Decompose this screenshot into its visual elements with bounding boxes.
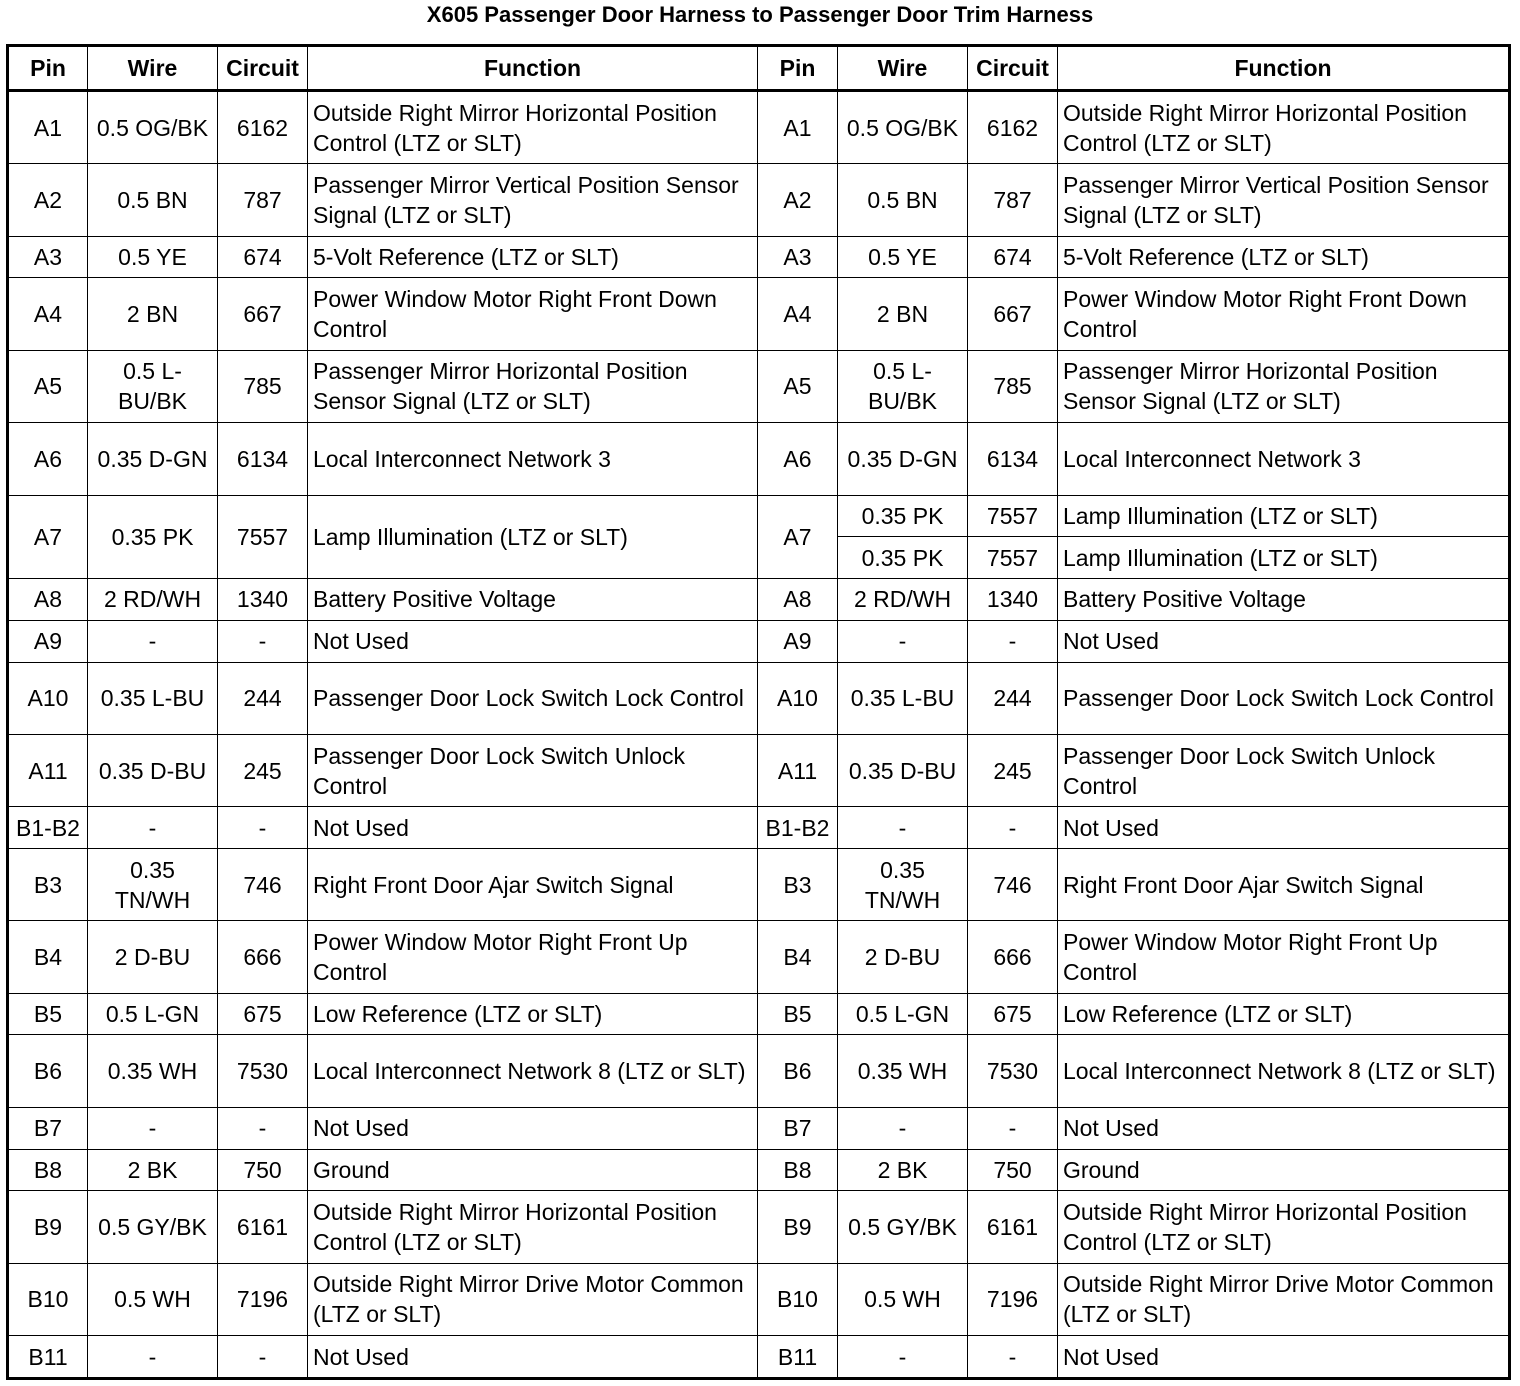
circuit-cell: 666 bbox=[218, 921, 308, 993]
pin-cell: A3 bbox=[758, 236, 838, 278]
pin-cell: B5 bbox=[758, 993, 838, 1035]
table-row bbox=[8, 1107, 1510, 1149]
circuit-cell: 667 bbox=[218, 278, 308, 350]
pin-cell: B4 bbox=[758, 921, 838, 993]
wire-cell: 0.5 L-BU/BK bbox=[88, 350, 218, 422]
table-row bbox=[8, 734, 1510, 806]
circuit-cell: - bbox=[218, 1336, 308, 1379]
function-cell: Right Front Door Ajar Switch Signal bbox=[308, 849, 758, 921]
wire-cell: 2 RD/WH bbox=[838, 579, 968, 621]
circuit-cell: 7557 bbox=[218, 495, 308, 579]
pin-cell: B8 bbox=[8, 1149, 88, 1191]
pin-cell: B9 bbox=[758, 1191, 838, 1263]
table-row bbox=[8, 350, 1510, 422]
table-row bbox=[8, 1035, 1510, 1107]
circuit-cell: 785 bbox=[218, 350, 308, 422]
wire-cell: 0.35 L-BU bbox=[88, 662, 218, 734]
function-cell: Lamp Illumination (LTZ or SLT) bbox=[308, 495, 758, 579]
circuit-cell: 6162 bbox=[968, 91, 1058, 164]
circuit-cell: - bbox=[968, 807, 1058, 849]
function-cell: Local Interconnect Network 3 bbox=[308, 423, 758, 495]
wire-cell: 0.35 D-GN bbox=[88, 423, 218, 495]
header-wire: Wire bbox=[88, 46, 218, 91]
pin-cell: B10 bbox=[758, 1263, 838, 1335]
wire-cell: - bbox=[88, 807, 218, 849]
pin-cell: A9 bbox=[758, 620, 838, 662]
function-cell: Battery Positive Voltage bbox=[308, 579, 758, 621]
table-row bbox=[8, 1336, 1510, 1379]
function-cell: Local Interconnect Network 8 (LTZ or SLT) bbox=[1058, 1035, 1510, 1107]
wire-cell: - bbox=[88, 620, 218, 662]
circuit-cell: 6162 bbox=[218, 91, 308, 164]
function-cell: Not Used bbox=[308, 1107, 758, 1149]
pin-cell: B5 bbox=[8, 993, 88, 1035]
function-cell: Low Reference (LTZ or SLT) bbox=[1058, 993, 1510, 1035]
wire-cell: 2 RD/WH bbox=[88, 579, 218, 621]
pin-cell: B3 bbox=[758, 849, 838, 921]
function-cell: Outside Right Mirror Horizontal Position Control (LTZ or SLT) bbox=[308, 91, 758, 164]
function-cell: Not Used bbox=[308, 807, 758, 849]
circuit-cell: 7196 bbox=[968, 1263, 1058, 1335]
wire-cell: - bbox=[838, 807, 968, 849]
function-cell: Power Window Motor Right Front Down Control bbox=[1058, 278, 1510, 350]
circuit-cell: - bbox=[968, 620, 1058, 662]
wire-cell: 2 BN bbox=[88, 278, 218, 350]
wire-cell: 0.35 TN/WH bbox=[838, 849, 968, 921]
wire-cell: 0.35 D-GN bbox=[838, 423, 968, 495]
pin-cell: B9 bbox=[8, 1191, 88, 1263]
circuit-cell: 1340 bbox=[968, 579, 1058, 621]
table-row bbox=[8, 993, 1510, 1035]
pin-cell: A4 bbox=[8, 278, 88, 350]
function-cell: Power Window Motor Right Front Up Control bbox=[308, 921, 758, 993]
wire-cell: - bbox=[838, 1107, 968, 1149]
function-cell: Passenger Mirror Horizontal Position Sensor Signal (LTZ or SLT) bbox=[1058, 350, 1510, 422]
pin-cell: B4 bbox=[8, 921, 88, 993]
pin-cell: A10 bbox=[758, 662, 838, 734]
circuit-cell: 785 bbox=[968, 350, 1058, 422]
circuit-cell: - bbox=[218, 807, 308, 849]
circuit-cell: 244 bbox=[968, 662, 1058, 734]
pin-cell: A6 bbox=[8, 423, 88, 495]
wire-cell: 0.35 PK bbox=[838, 537, 968, 579]
header-function: Function bbox=[1058, 46, 1510, 91]
function-cell: Lamp Illumination (LTZ or SLT) bbox=[1058, 495, 1510, 537]
circuit-cell: 1340 bbox=[218, 579, 308, 621]
function-cell: Ground bbox=[1058, 1149, 1510, 1191]
wire-cell: 0.5 OG/BK bbox=[838, 91, 968, 164]
circuit-cell: 245 bbox=[968, 734, 1058, 806]
wire-cell: 0.5 L-GN bbox=[838, 993, 968, 1035]
table-row bbox=[8, 662, 1510, 734]
circuit-cell: 674 bbox=[968, 236, 1058, 278]
function-cell: Low Reference (LTZ or SLT) bbox=[308, 993, 758, 1035]
pin-cell: B10 bbox=[8, 1263, 88, 1335]
circuit-cell: 667 bbox=[968, 278, 1058, 350]
circuit-cell: 750 bbox=[968, 1149, 1058, 1191]
table-row bbox=[8, 236, 1510, 278]
pin-cell: A3 bbox=[8, 236, 88, 278]
circuit-cell: 787 bbox=[218, 164, 308, 236]
function-cell: Outside Right Mirror Horizontal Position Control (LTZ or SLT) bbox=[1058, 91, 1510, 164]
function-cell: Not Used bbox=[1058, 807, 1510, 849]
circuit-cell: 675 bbox=[218, 993, 308, 1035]
header-wire: Wire bbox=[838, 46, 968, 91]
function-cell: Power Window Motor Right Front Up Control bbox=[1058, 921, 1510, 993]
table-row bbox=[8, 1149, 1510, 1191]
function-cell: Passenger Mirror Vertical Position Sensor Signal (LTZ or SLT) bbox=[308, 164, 758, 236]
page-title: X605 Passenger Door Harness to Passenger Door Trim Harness bbox=[426, 2, 1094, 27]
circuit-cell: 244 bbox=[218, 662, 308, 734]
function-cell: Passenger Door Lock Switch Unlock Control bbox=[1058, 734, 1510, 806]
circuit-cell: 787 bbox=[968, 164, 1058, 236]
function-cell: Passenger Door Lock Switch Unlock Control bbox=[308, 734, 758, 806]
function-cell: Local Interconnect Network 8 (LTZ or SLT) bbox=[308, 1035, 758, 1107]
pin-cell: A8 bbox=[758, 579, 838, 621]
circuit-cell: 7530 bbox=[218, 1035, 308, 1107]
pin-cell: A2 bbox=[758, 164, 838, 236]
circuit-cell: 6134 bbox=[218, 423, 308, 495]
wire-cell: 0.35 TN/WH bbox=[88, 849, 218, 921]
pin-cell: A7 bbox=[758, 495, 838, 579]
function-cell: Power Window Motor Right Front Down Control bbox=[308, 278, 758, 350]
circuit-cell: 6134 bbox=[968, 423, 1058, 495]
pin-cell: B7 bbox=[8, 1107, 88, 1149]
table-row bbox=[8, 1263, 1510, 1335]
table-row bbox=[8, 620, 1510, 662]
pin-cell: A4 bbox=[758, 278, 838, 350]
table-row bbox=[8, 1191, 1510, 1263]
function-cell: Outside Right Mirror Drive Motor Common (LTZ or SLT) bbox=[1058, 1263, 1510, 1335]
table-row bbox=[8, 91, 1510, 164]
circuit-cell: 674 bbox=[218, 236, 308, 278]
pin-cell: B1-B2 bbox=[8, 807, 88, 849]
wire-cell: 0.5 YE bbox=[838, 236, 968, 278]
function-cell: Local Interconnect Network 3 bbox=[1058, 423, 1510, 495]
pin-cell: B3 bbox=[8, 849, 88, 921]
pin-cell: A10 bbox=[8, 662, 88, 734]
circuit-cell: 7530 bbox=[968, 1035, 1058, 1107]
function-cell: Not Used bbox=[308, 1336, 758, 1379]
circuit-cell: - bbox=[968, 1336, 1058, 1379]
function-cell: Not Used bbox=[1058, 1336, 1510, 1379]
wire-cell: 0.5 WH bbox=[838, 1263, 968, 1335]
wire-cell: 0.5 WH bbox=[88, 1263, 218, 1335]
wire-cell: 0.35 L-BU bbox=[838, 662, 968, 734]
table-row bbox=[8, 423, 1510, 495]
wire-cell: 0.35 D-BU bbox=[838, 734, 968, 806]
wire-cell: 0.5 YE bbox=[88, 236, 218, 278]
pin-cell: B11 bbox=[8, 1336, 88, 1379]
wire-cell: 0.5 GY/BK bbox=[838, 1191, 968, 1263]
table-row bbox=[8, 495, 1510, 537]
pin-cell: A6 bbox=[758, 423, 838, 495]
pin-cell: A1 bbox=[8, 91, 88, 164]
function-cell: Not Used bbox=[308, 620, 758, 662]
wire-cell: 0.35 WH bbox=[838, 1035, 968, 1107]
circuit-cell: 6161 bbox=[218, 1191, 308, 1263]
wire-cell: 0.5 L-BU/BK bbox=[838, 350, 968, 422]
wire-cell: 0.5 OG/BK bbox=[88, 91, 218, 164]
function-cell: Passenger Door Lock Switch Lock Control bbox=[1058, 662, 1510, 734]
function-cell: 5-Volt Reference (LTZ or SLT) bbox=[308, 236, 758, 278]
circuit-cell: 7557 bbox=[968, 495, 1058, 537]
pin-cell: B1-B2 bbox=[758, 807, 838, 849]
function-cell: 5-Volt Reference (LTZ or SLT) bbox=[1058, 236, 1510, 278]
wire-cell: 0.5 L-GN bbox=[88, 993, 218, 1035]
circuit-cell: 7557 bbox=[968, 537, 1058, 579]
function-cell: Passenger Mirror Vertical Position Sensor Signal (LTZ or SLT) bbox=[1058, 164, 1510, 236]
circuit-cell: 6161 bbox=[968, 1191, 1058, 1263]
circuit-cell: - bbox=[218, 1107, 308, 1149]
wire-cell: - bbox=[88, 1107, 218, 1149]
function-cell: Outside Right Mirror Horizontal Position Control (LTZ or SLT) bbox=[308, 1191, 758, 1263]
wire-cell: 2 D-BU bbox=[838, 921, 968, 993]
header-circuit: Circuit bbox=[218, 46, 308, 91]
pin-cell: B6 bbox=[8, 1035, 88, 1107]
function-cell: Ground bbox=[308, 1149, 758, 1191]
function-cell: Passenger Mirror Horizontal Position Sensor Signal (LTZ or SLT) bbox=[308, 350, 758, 422]
circuit-cell: 746 bbox=[218, 849, 308, 921]
function-cell: Passenger Door Lock Switch Lock Control bbox=[308, 662, 758, 734]
pin-cell: A11 bbox=[8, 734, 88, 806]
function-cell: Outside Right Mirror Drive Motor Common (LTZ or SLT) bbox=[308, 1263, 758, 1335]
pin-cell: A11 bbox=[758, 734, 838, 806]
header-circuit: Circuit bbox=[968, 46, 1058, 91]
pin-cell: B7 bbox=[758, 1107, 838, 1149]
wire-cell: 0.5 BN bbox=[88, 164, 218, 236]
wire-cell: 0.35 PK bbox=[88, 495, 218, 579]
circuit-cell: 7196 bbox=[218, 1263, 308, 1335]
function-cell: Outside Right Mirror Horizontal Position Control (LTZ or SLT) bbox=[1058, 1191, 1510, 1263]
pin-cell: A2 bbox=[8, 164, 88, 236]
wire-cell: 2 BK bbox=[838, 1149, 968, 1191]
function-cell: Right Front Door Ajar Switch Signal bbox=[1058, 849, 1510, 921]
wire-cell: - bbox=[838, 1336, 968, 1379]
pin-cell: A1 bbox=[758, 91, 838, 164]
circuit-cell: 675 bbox=[968, 993, 1058, 1035]
wire-cell: 2 BK bbox=[88, 1149, 218, 1191]
table-row bbox=[8, 849, 1510, 921]
pin-cell: A5 bbox=[8, 350, 88, 422]
table-row bbox=[8, 579, 1510, 621]
function-cell: Battery Positive Voltage bbox=[1058, 579, 1510, 621]
wire-cell: 0.35 PK bbox=[838, 495, 968, 537]
wire-cell: 2 BN bbox=[838, 278, 968, 350]
wire-cell: - bbox=[88, 1336, 218, 1379]
pin-cell: A7 bbox=[8, 495, 88, 579]
header-pin: Pin bbox=[758, 46, 838, 91]
circuit-cell: 245 bbox=[218, 734, 308, 806]
header-row bbox=[8, 46, 1510, 91]
table-row bbox=[8, 164, 1510, 236]
wire-cell: 0.5 GY/BK bbox=[88, 1191, 218, 1263]
table-row bbox=[8, 921, 1510, 993]
function-cell: Not Used bbox=[1058, 1107, 1510, 1149]
wire-cell: 0.35 WH bbox=[88, 1035, 218, 1107]
pin-cell: A9 bbox=[8, 620, 88, 662]
header-function: Function bbox=[308, 46, 758, 91]
circuit-cell: 666 bbox=[968, 921, 1058, 993]
wire-cell: 0.5 BN bbox=[838, 164, 968, 236]
table-row bbox=[8, 278, 1510, 350]
pin-cell: B11 bbox=[758, 1336, 838, 1379]
table-row bbox=[8, 807, 1510, 849]
circuit-cell: 746 bbox=[968, 849, 1058, 921]
circuit-cell: - bbox=[968, 1107, 1058, 1149]
pin-cell: B6 bbox=[758, 1035, 838, 1107]
pin-cell: B8 bbox=[758, 1149, 838, 1191]
pin-cell: A5 bbox=[758, 350, 838, 422]
pin-cell: A8 bbox=[8, 579, 88, 621]
circuit-cell: - bbox=[218, 620, 308, 662]
function-cell: Lamp Illumination (LTZ or SLT) bbox=[1058, 537, 1510, 579]
wire-cell: 0.35 D-BU bbox=[88, 734, 218, 806]
wire-cell: 2 D-BU bbox=[88, 921, 218, 993]
header-pin: Pin bbox=[8, 46, 88, 91]
function-cell: Not Used bbox=[1058, 620, 1510, 662]
pin-table bbox=[6, 44, 1511, 1380]
wire-cell: - bbox=[838, 620, 968, 662]
circuit-cell: 750 bbox=[218, 1149, 308, 1191]
